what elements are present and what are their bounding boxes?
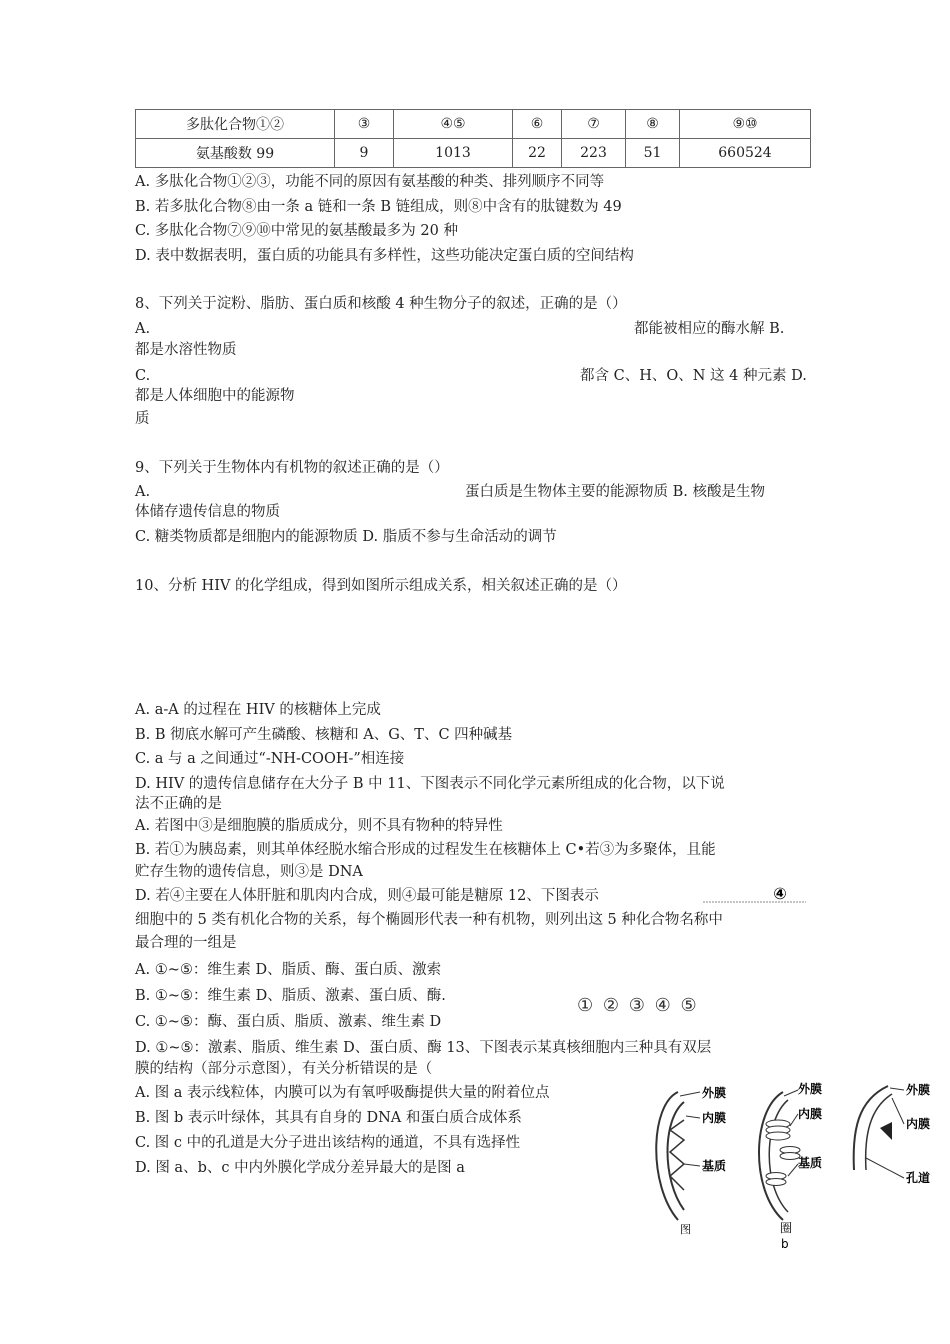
q8-option-b: 都是水溶性物质 [135,342,237,358]
q11-option-c: 贮存生物的遗传信息，则③是 DNA [135,864,363,880]
q9-option-a: 蛋白质是生物体主要的能源物质 B. 核酸是生物 [465,484,765,500]
caption-a: 图 [680,1223,691,1236]
q9-stem: 9、下列关于生物体内有机物的叙述正确的是（） [135,460,449,476]
q11-figure-svg [703,884,806,906]
q13-option-c: C. 图 c 中的孔道是大分子进出该结构的通道，不具有选择性 [135,1135,521,1151]
table-cell: ⑨⑩ [680,110,811,139]
table-cell: ③ [335,110,394,139]
table-cell: 9 [335,139,394,168]
table-cell: 660524 [680,139,811,168]
q10-option-b: B. B 彻底水解可产生磷酸、核糖和 A、G、T、C 四种碱基 [135,727,513,743]
q12-option-a: A. ①~⑤：维生素 D、脂质、酶、蛋白质、激索 [135,962,442,978]
q8-option-a-label: A. [135,321,151,337]
q9-option-a-label: A. [135,484,151,500]
q13-option-a: A. 图 a 表示线粒体，内膜可以为有氧呼吸酶提供大量的附着位点 [135,1085,550,1101]
q9-option-cd: C. 糖类物质都是细胞内的能源物质 D. 脂质不参与生命活动的调节 [135,529,557,545]
circle-label: ① [577,995,596,1016]
q7-option-a: A. 多肽化合物①②③，功能不同的原因有氨基酸的种类、排列顺序不同等 [135,174,605,190]
q12-stem: 细胞中的 5 类有机化合物的关系，每个椭圆形代表一种有机物，则列出这 5 种化合物名称中 [135,912,723,928]
label-outer-membrane: 外膜 [702,1086,727,1100]
table-cell: 多肽化合物①② [136,110,335,139]
q7-option-b: B. 若多肽化合物⑧由一条 a 链和一条 B 链组成，则⑧中含有的肽键数为 49 [135,199,622,215]
figure-a-mitochondrion [640,1080,745,1240]
q8-option-c: 都含 C、H、O、N 这 4 种元素 D. [580,368,807,384]
figure-a-svg [640,1080,745,1240]
q8-option-c-label: C. [135,368,151,384]
q11-option-a: A. 若图中③是细胞膜的脂质成分，则不具有物种的特异性 [135,818,503,834]
label-outer-membrane: 外膜 [798,1082,823,1096]
circle-label: ⑤ [680,995,699,1016]
figure-c-svg [848,1080,948,1190]
q11-figure-label: ④ [773,884,787,903]
q9-option-b: 体储存遗传信息的物质 [135,504,280,520]
circle-label: ② [602,995,622,1016]
q11-stem-cont: 法不正确的是 [135,796,222,812]
q11-option-b: B. 若①为胰岛素，则其单体经脱水缩合形成的过程发生在核糖体上 C•若③为多聚体，且能 [135,842,716,858]
circle-label: ④ [654,995,673,1016]
table-row [136,139,811,168]
q10-option-a: A. a-A 的过程在 HIV 的核糖体上完成 [135,702,381,718]
label-matrix: 基质 [798,1156,823,1170]
q8-stem: 8、下列关于淀粉、脂肪、蛋白质和核酸 4 种生物分子的叙述，正确的是（） [135,296,627,312]
label-inner-membrane: 内膜 [906,1117,931,1131]
label-outer-membrane: 外膜 [906,1083,931,1097]
table-cell: ⑧ [626,110,680,139]
table-cell: ⑦ [562,110,626,139]
q7-option-d: D. 表中数据表明，蛋白质的功能具有多样性，这些功能决定蛋白质的空间结构 [135,248,634,264]
caption-b-letter: b [781,1237,789,1251]
table-row [136,110,811,139]
q11-figure [703,884,806,906]
figure-b-chloroplast [748,1080,838,1252]
label-inner-membrane: 内膜 [702,1111,727,1125]
figure-b-svg [748,1080,838,1252]
q12-option-c: C. ①~⑤：酶、蛋白质、脂质、激素、维生素 D [135,1014,442,1030]
label-pore: 孔道 [906,1171,931,1185]
polypeptide-table [135,109,811,168]
q12-figure-circles [577,995,699,1016]
q8-option-a: 都能被相应的酶水解 B. [634,321,785,337]
q12-option-b: B. ①~⑤：维生素 D、脂质、激素、蛋白质、酶. [135,988,446,1004]
q13-option-b: B. 图 b 表示叶绿体，其具有自身的 DNA 和蛋白质合成体系 [135,1110,522,1126]
q13-option-d: D. 图 a、b、c 中内外膜化学成分差异最大的是图 a [135,1160,465,1176]
circle-label: ③ [628,995,647,1016]
label-matrix: 基质 [702,1159,727,1173]
caption-b: 圈 [780,1221,793,1235]
table-cell: ④⑤ [394,110,513,139]
q11-option-d: D. 若④主要在人体肝脏和肌肉内合成，则④最可能是糖原 12、下图表示 [135,888,599,904]
q12-stem-cont: 最合理的一组是 [135,935,237,951]
table-cell: 223 [562,139,626,168]
q10-option-c: C. a 与 a 之间通过“-NH-COOH-”相连接 [135,751,405,767]
table-cell: 氨基酸数 99 [136,139,335,168]
q12-option-d: D. ①~⑤：激素、脂质、维生素 D、蛋白质、酶 13、下图表示某真核细胞内三种具有双层 [135,1040,712,1056]
q8-option-d-cont: 质 [135,411,150,427]
q7-option-c: C. 多肽化合物⑦⑨⑩中常见的氨基酸最多为 20 种 [135,223,458,239]
q10-stem: 10、分析 HIV 的化学组成，得到如图所示组成关系，相关叙述正确的是（） [135,578,627,594]
table-cell: 1013 [394,139,513,168]
figure-c-nucleus [848,1080,948,1190]
table-cell: 22 [513,139,562,168]
q13-stem: 膜的结构（部分示意图），有关分析错误的是（ [135,1061,433,1077]
label-inner-membrane: 内膜 [798,1107,823,1121]
q10-option-d: D. HIV 的遗传信息储存在大分子 B 中 11、下图表示不同化学元素所组成的化合物，以下说 [135,776,725,792]
q8-option-d: 都是人体细胞中的能源物 [135,388,295,404]
table-cell: ⑥ [513,110,562,139]
table-cell: 51 [626,139,680,168]
